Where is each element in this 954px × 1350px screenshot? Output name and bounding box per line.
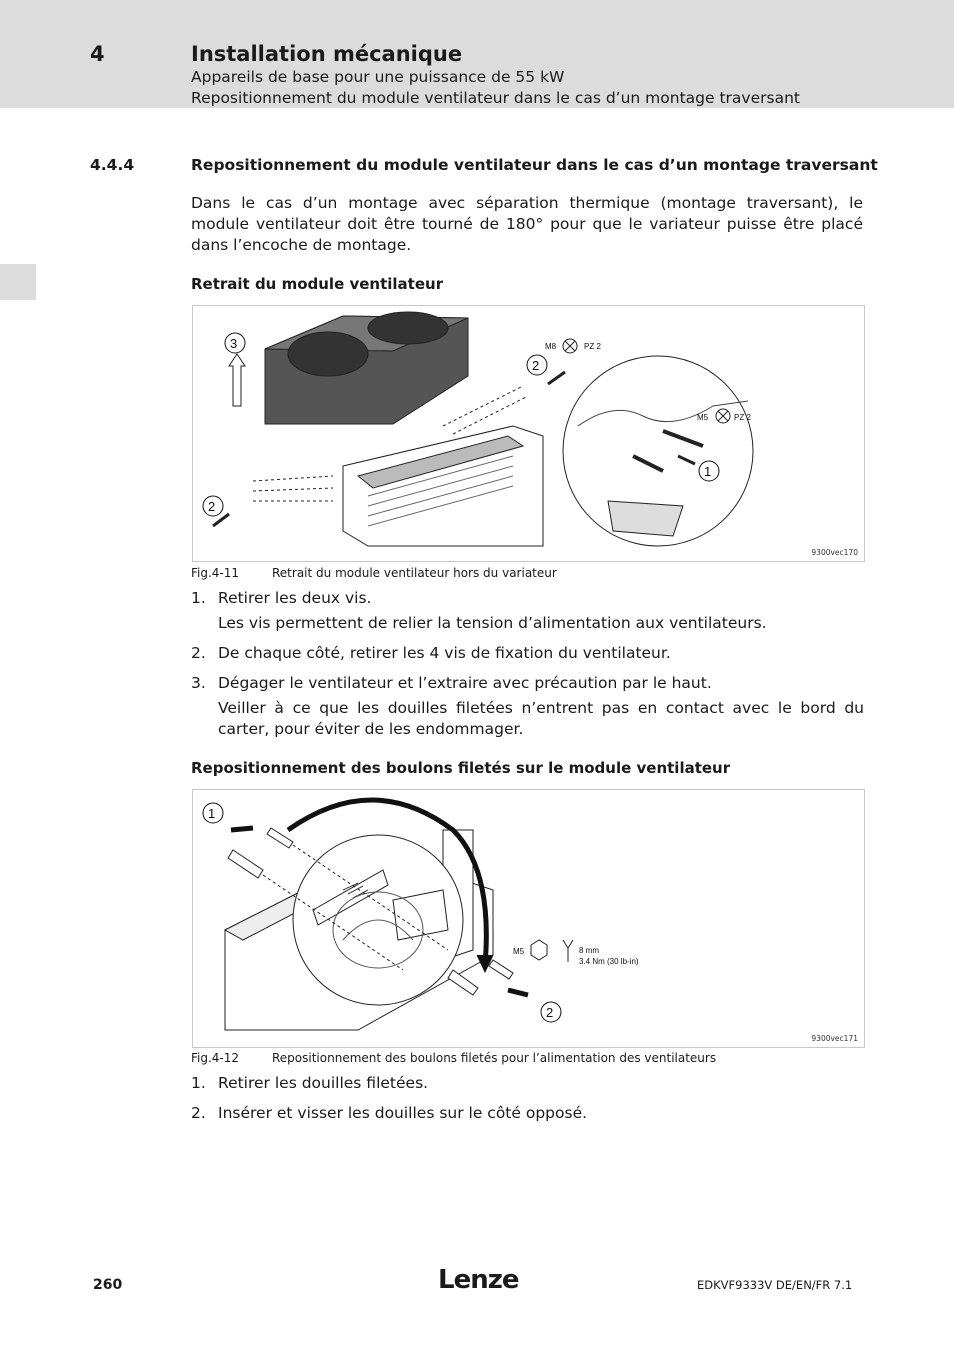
step-note: Veiller à ce que les douilles filetées n’entrent pas en contact avec le bord du carter, pour éviter de les endommager.: [218, 699, 864, 738]
subheading-removal: Retrait du module ventilateur: [191, 275, 444, 293]
chapter-subtitle-2: Repositionnement du module ventilateur dans le cas d’un montage traversant: [191, 89, 800, 107]
step-text: Retirer les douilles filetées.: [218, 1074, 429, 1092]
callout-2-top: 2: [532, 358, 540, 373]
figure-fan-removal: [192, 305, 865, 562]
label-m5: M5: [513, 947, 525, 956]
step-text: De chaque côté, retirer les 4 vis de fixation du ventilateur.: [218, 644, 671, 662]
figure-code: 9300vec170: [811, 548, 858, 557]
label-m5: M5: [697, 413, 709, 422]
step-number: 1.: [191, 1074, 206, 1092]
step-number: 2.: [191, 1104, 206, 1122]
label-wrench-size: 8 mm: [579, 946, 599, 955]
label-pz2-a: PZ 2: [584, 342, 601, 351]
chapter-title: Installation mécanique: [191, 42, 463, 66]
callout-1: 1: [704, 464, 712, 479]
bolt-repositioning-illustration: [193, 790, 864, 1047]
section-title: Repositionnement du module ventilateur dans le cas d’un montage traversant: [191, 156, 878, 174]
callout-1: 1: [208, 806, 216, 821]
step-note: Les vis permettent de relier la tension d’alimentation aux ventilateurs.: [218, 614, 767, 632]
figure-label: Fig.4-11: [191, 566, 240, 580]
section-number: 4.4.4: [90, 156, 135, 174]
figure-code: 9300vec171: [811, 1034, 858, 1043]
step-text: Insérer et visser les douilles sur le côté opposé.: [218, 1104, 588, 1122]
step-number: 3.: [191, 674, 206, 692]
fan-removal-illustration: [193, 306, 864, 561]
step-number: 1.: [191, 589, 206, 607]
subheading-repositioning: Repositionnement des boulons filetés sur le module ventilateur: [191, 759, 731, 777]
callout-2: 2: [546, 1005, 554, 1020]
label-torque: 3.4 Nm (30 lb-in): [579, 957, 639, 966]
section-intro: Dans le cas d’un montage avec séparation thermique (montage traversant), le module ventilateur doit être tourné de 180° pour que le variateur puisse être placé dans l’encoche de montage.: [191, 194, 863, 254]
chapter-number: 4: [90, 42, 105, 66]
label-pz2-b: PZ 2: [734, 413, 751, 422]
document-reference: EDKVF9333V DE/EN/FR 7.1: [697, 1278, 853, 1292]
lenze-logo: Lenze: [438, 1265, 519, 1295]
page-number: 260: [93, 1277, 123, 1293]
figure-caption: Retrait du module ventilateur hors du variateur: [272, 566, 557, 580]
label-m8: M8: [545, 342, 557, 351]
step-text: Dégager le ventilateur et l’extraire avec précaution par le haut.: [218, 674, 712, 692]
figure-bolt-repositioning: [192, 789, 865, 1048]
step-text: Retirer les deux vis.: [218, 589, 372, 607]
callout-2-left: 2: [208, 499, 216, 514]
figure-caption: Repositionnement des boulons filetés pour l’alimentation des ventilateurs: [272, 1051, 717, 1065]
step-number: 2.: [191, 644, 206, 662]
chapter-side-tab: [0, 264, 36, 300]
figure-label: Fig.4-12: [191, 1051, 240, 1065]
callout-3: 3: [230, 336, 238, 351]
chapter-subtitle-1: Appareils de base pour une puissance de 55 kW: [191, 68, 565, 86]
